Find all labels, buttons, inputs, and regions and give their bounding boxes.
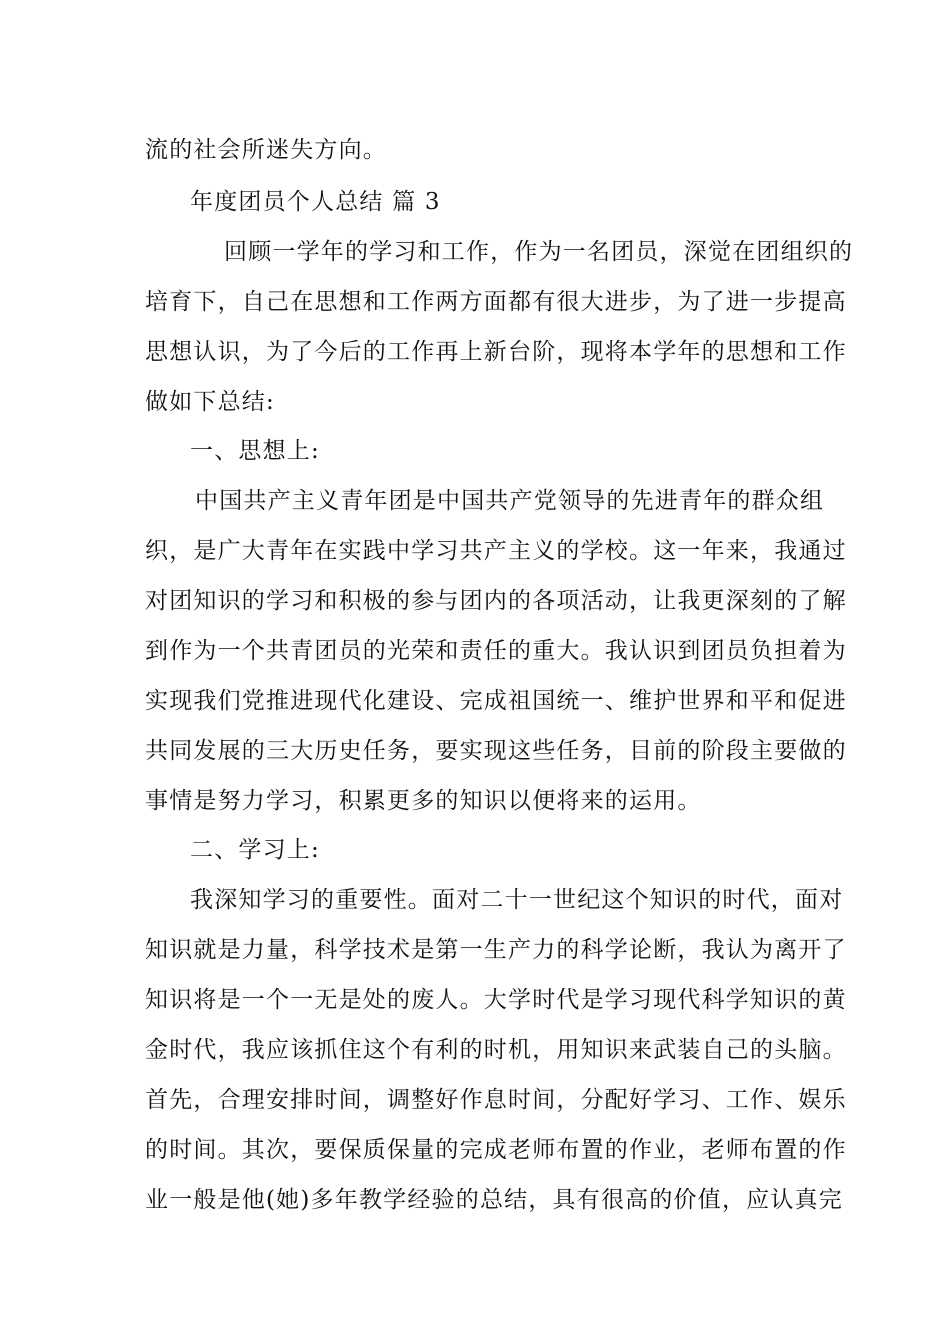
text-line: 共同发展的三大历史任务，要实现这些任务，目前的阶段主要做的 (145, 738, 847, 764)
text-line: 业一般是他(她)多年教学经验的总结，具有很高的价值，应认真完 (145, 1187, 843, 1213)
text-line: 事情是努力学习，积累更多的知识以便将来的运用。 (145, 788, 702, 814)
text-line: 金时代，我应该抓住这个有利的时机，用知识来武装自己的头脑。 (145, 1037, 847, 1063)
section-title: 年度团员个人总结 篇 3 (190, 189, 441, 215)
text-line: 织，是广大青年在实践中学习共产主义的学校。这一年来，我通过 (145, 538, 847, 564)
text-line: 的时间。其次，要保质保量的完成老师布置的作业，老师布置的作 (145, 1137, 847, 1163)
text-line: 流的社会所迷失方向。 (145, 137, 387, 163)
text-line: 中国共产主义青年团是中国共产党领导的先进青年的群众组 (195, 488, 825, 514)
text-line: 思想认识，为了今后的工作再上新台阶，现将本学年的思想和工作 (145, 339, 847, 365)
text-line: 做如下总结: (145, 389, 275, 415)
text-line: 我深知学习的重要性。面对二十一世纪这个知识的时代，面对 (190, 887, 844, 913)
text-line: 培育下，自己在思想和工作两方面都有很大进步，为了进一步提高 (145, 289, 847, 315)
text-line: 实现我们党推进现代化建设、完成祖国统一、维护世界和平和促进 (145, 688, 847, 714)
section-heading-study: 二、学习上: (190, 837, 320, 863)
text-line: 到作为一个共青团员的光荣和责任的重大。我认识到团员负担着为 (145, 638, 847, 664)
text-line: 知识将是一个一无是处的废人。大学时代是学习现代科学知识的黄 (145, 987, 847, 1013)
section-heading-thought: 一、思想上: (190, 438, 320, 464)
text-line: 首先，合理安排时间，调整好作息时间，分配好学习、工作、娱乐 (145, 1087, 847, 1113)
text-line: 对团知识的学习和积极的参与团内的各项活动，让我更深刻的了解 (145, 588, 847, 614)
text-line: 知识就是力量，科学技术是第一生产力的科学论断，我认为离开了 (145, 937, 847, 963)
text-line: 回顾一学年的学习和工作，作为一名团员，深觉在团组织的 (224, 239, 854, 265)
